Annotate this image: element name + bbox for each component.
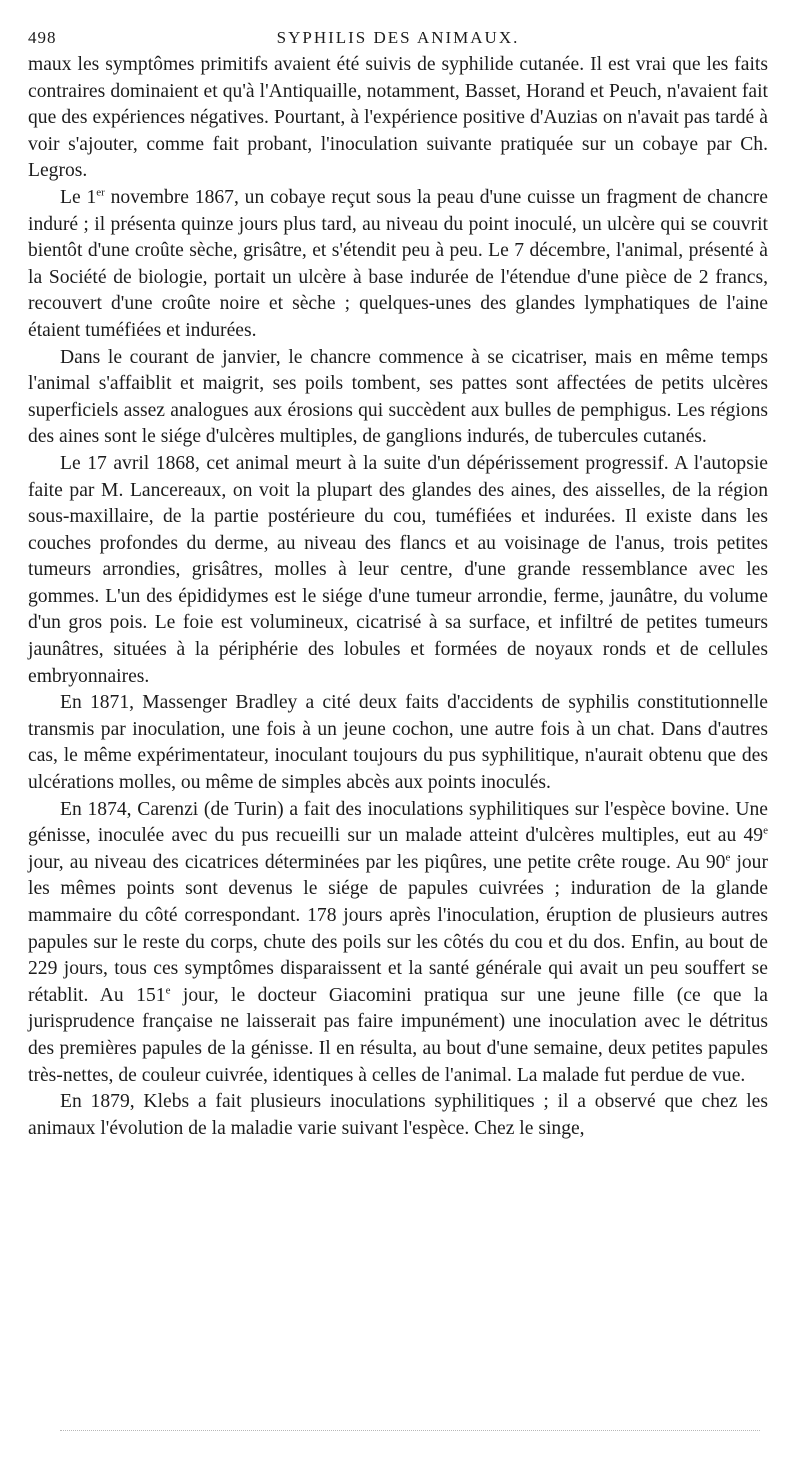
book-page bbox=[28, 18, 768, 1458]
ordinal-superscript: e bbox=[725, 851, 731, 864]
paragraph-2 bbox=[28, 185, 768, 345]
ordinal-superscript: er bbox=[96, 186, 105, 199]
body-text bbox=[28, 52, 768, 1142]
page-number: 498 bbox=[28, 28, 57, 47]
paragraph-6-part-a: En 1874, Carenzi (de Turin) a fait des inoculations syphilitiques sur l'espèce bovine. Une génisse, inoculée avec du pus recueilli sur un malade atteint d'ulcères multiples, eut au 49 bbox=[28, 798, 768, 847]
running-head bbox=[28, 18, 768, 52]
paragraph-2-part-a: Le 1 bbox=[60, 186, 97, 208]
paragraph-5: En 1871, Massenger Bradley a cité deux faits d'accidents de syphilis constitutionnelle transmis par inoculation, une fois à un jeune cochon, une autre fois à un chat. Dans d'autres cas, le même expérimentateur, inoculant toujours du pus syphilitique, n'aurait obtenu que des ulcérations molles, ou même de simples abcès aux points inoculés. bbox=[28, 692, 768, 794]
paragraph-4: Le 17 avril 1868, cet animal meurt à la suite d'un dépérissement progressif. A l'autopsie faite par M. Lancereaux, on voit la plupart des glandes des aines, des aisselles, de la région sous-maxillaire, de la partie postérieure du cou, tuméfiées et indurées. Il existe dans les couches profondes du derme, au niveau des flancs et au voisinage de l'anus, trois petites tumeurs arrondies, grisâtres, molles à leur centre, d'une grande ressemblance avec les gommes. L'un des épididymes est le siége d'une tumeur arrondie, ferme, jaunâtre, du volume d'un gros pois. Le foie est volumineux, cicatrisé à sa surface, et infiltré de petites tumeurs jaunâtres, situées à la périphérie des lobules et formées de noyaux ronds et de cellules embryonnaires. bbox=[28, 452, 768, 687]
running-title: SYPHILIS DES ANIMAUX. bbox=[276, 28, 520, 47]
ordinal-superscript: e bbox=[165, 984, 171, 997]
paragraph-6-part-b: jour, au niveau des cicatrices déterminées par les piqûres, une petite crête rouge. Au 90 bbox=[28, 851, 726, 873]
paragraph-6-part-c: jour les mêmes points sont devenus le siége de papules cuivrées ; induration de la glande mammaire du côté correspondant. 178 jours après l'inoculation, éruption de plusieurs autres papules sur le reste du corps, chute des poils sur les côtés du cou et du dos. Enfin, au bout de 229 jours, tous ces symptômes disparaissent et la santé générale qui avait un peu souffert se rétablit. Au 151 bbox=[28, 851, 769, 1006]
ordinal-superscript: e bbox=[763, 824, 768, 837]
paragraph-6 bbox=[28, 797, 768, 1090]
paragraph-6-part-d: jour, le docteur Giacomini pratiqua sur une jeune fille (ce que la jurisprudence française ne laisserait pas faire impunément) une inoculation avec le détritus des premières papules de la génisse. Il en résulta, au bout d'une semaine, deux petites papules très-nettes, de couleur cuivrée, identiques à celles de l'animal. La malade fut perdue de vue. bbox=[28, 984, 768, 1086]
paragraph-2-part-b: novembre 1867, un cobaye reçut sous la peau d'une cuisse un fragment de chancre induré ; il présenta quinze jours plus tard, au niveau du point inoculé, un ulcère qui se couvrit bientôt d'une croûte sèche, grisâtre, et s'étendit peu à peu. Le 7 décembre, l'animal, présenté à la Société de biologie, portait un ulcère à base indurée de l'étendue d'une pièce de 2 francs, recouvert d'une croûte noire et sèche ; quelques-unes des glandes lymphatiques de l'aine étaient tuméfiées et indurées. bbox=[28, 186, 768, 341]
paragraph-3: Dans le courant de janvier, le chancre commence à se cicatriser, mais en même temps l'animal s'affaiblit et maigrit, ses poils tombent, ses pattes sont affectées de petits ulcères superficiels assez analogues aux érosions qui succèdent aux bulles de pemphigus. Les régions des aines sont le siége d'ulcères multiples, de ganglions indurés, de tubercules cutanés. bbox=[28, 346, 768, 448]
page-bottom-rule bbox=[60, 1430, 760, 1432]
paragraph-7: En 1879, Klebs a fait plusieurs inoculations syphilitiques ; il a observé que chez les animaux l'évolution de la maladie varie suivant l'espèce. Chez le singe, bbox=[28, 1091, 768, 1139]
paragraph-1: maux les symptômes primitifs avaient été suivis de syphilide cutanée. Il est vrai que les faits contraires dominaient et qu'à l'Antiquaille, notamment, Basset, Horand et Peuch, n'avaient fait que des expériences négatives. Pourtant, à l'expérience positive d'Auzias on n'avait pas tardé à voir s'ajouter, comme fait probant, l'inoculation suivante pratiquée sur un cobaye par Ch. Legros. bbox=[28, 54, 768, 182]
